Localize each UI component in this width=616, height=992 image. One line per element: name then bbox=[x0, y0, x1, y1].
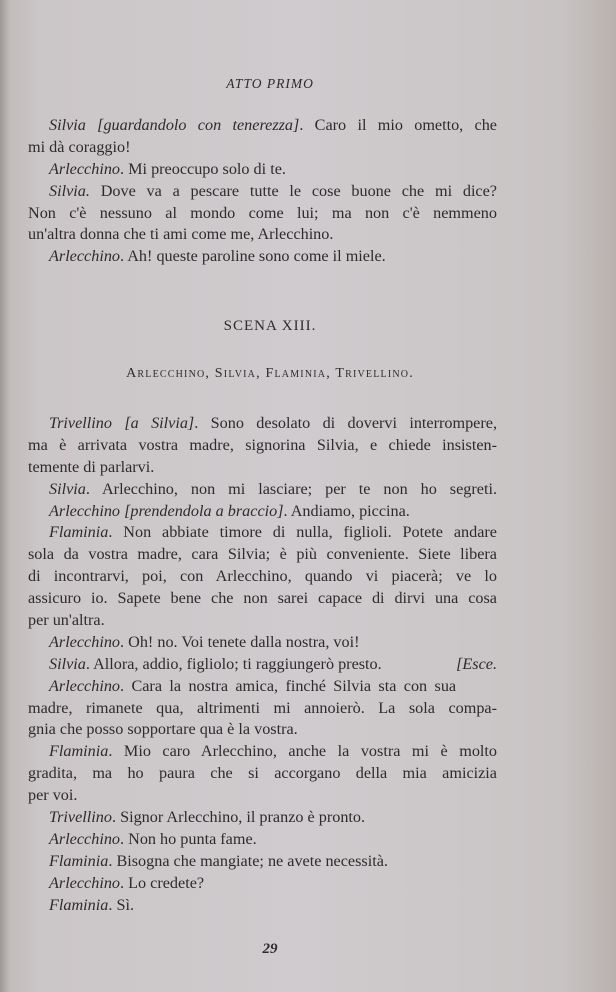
text-line bbox=[28, 457, 497, 479]
dialogue-text: gnia che posso sopportare qua è la vostra. bbox=[28, 720, 298, 739]
speaker-name: Arlecchino bbox=[49, 873, 121, 892]
speaker-name: Trivellino bbox=[49, 808, 112, 827]
text-line bbox=[28, 479, 497, 501]
text-line bbox=[28, 115, 497, 137]
speaker-name: Trivellino [a Silvia] bbox=[49, 414, 195, 432]
text-line bbox=[28, 137, 497, 159]
text-line bbox=[28, 719, 497, 741]
dialogue-text: . Allora, addio, figliolo; ti raggiungerò presto. bbox=[85, 654, 382, 673]
text-line bbox=[28, 224, 497, 246]
text-line bbox=[28, 698, 497, 720]
speaker-name: Arlecchino [prendendola a braccio] bbox=[49, 501, 284, 520]
speaker-name: Arlecchino bbox=[49, 676, 121, 695]
scene-title: SCENA XIII. bbox=[223, 318, 317, 334]
speaker-name: Arlecchino bbox=[49, 829, 121, 848]
text-line bbox=[28, 181, 497, 203]
dialogue-text: . Non abbiate timore di nulla, figlioli. Potete andare bbox=[108, 523, 497, 542]
speaker-name: Silvia [guardandolo con tenerezza] bbox=[49, 116, 300, 134]
dialogue-text: madre, rimanete qua, altrimenti mi annoierò. La sola compa- bbox=[28, 698, 497, 717]
text-line bbox=[28, 610, 497, 632]
text-line bbox=[28, 203, 497, 225]
text-line bbox=[28, 435, 497, 457]
dialogue-text: ma è arrivata vostra madre, signorina Silvia, e chiede insisten- bbox=[28, 435, 497, 454]
dialogue-text: temente di parlarvi. bbox=[28, 457, 155, 476]
speaker-name: Silvia bbox=[49, 479, 86, 498]
dialogue-text: . Signor Arlecchino, il pranzo è pronto. bbox=[111, 808, 366, 827]
text-line bbox=[28, 413, 497, 435]
dialogue-text: . Ah! queste paroline sono come il miele. bbox=[120, 247, 386, 266]
text-line bbox=[28, 873, 497, 895]
dialogue-text: . Oh! no. Voi tenete dalla nostra, voi! bbox=[120, 632, 360, 651]
text-line bbox=[28, 566, 497, 588]
text-line bbox=[28, 741, 497, 763]
dialogue-text: . Mi preoccupo solo di te. bbox=[120, 159, 286, 178]
text-line bbox=[28, 501, 497, 523]
text-line bbox=[28, 829, 497, 851]
running-head: ATTO PRIMO bbox=[226, 76, 314, 91]
dialogue-text: . Cara la nostra amica, finché Silvia sta con sua bbox=[120, 676, 457, 695]
text-line bbox=[28, 785, 497, 807]
dialogue-block-2 bbox=[28, 413, 497, 916]
text-line bbox=[28, 159, 497, 181]
dialogue-text: Non c'è nessuno al mondo come lui; ma non c'è nemmeno bbox=[28, 203, 497, 222]
dialogue-text: . Bisogna che mangiate; ne avete necessità. bbox=[108, 851, 388, 870]
speaker-name: Arlecchino bbox=[49, 159, 121, 178]
speaker-name: Flaminia bbox=[49, 895, 109, 914]
dialogue-text: gradita, ma ho paura che si accorgano della mia amicizia bbox=[28, 764, 497, 783]
dialogue-text: . Non ho punta fame. bbox=[120, 829, 257, 848]
dialogue-text: . Mio caro Arlecchino, anche la vostra mi è molto bbox=[108, 742, 497, 761]
dialogue-text: . Caro il mio ometto, che bbox=[299, 116, 497, 134]
text-line bbox=[28, 676, 497, 698]
dialogue-text: per voi. bbox=[28, 786, 78, 805]
dialogue-text: sola da vostra madre, cara Silvia; è più conveniente. Siete libera bbox=[28, 545, 497, 564]
text-line bbox=[28, 632, 497, 654]
speaker-name: Arlecchino bbox=[49, 632, 121, 651]
page-number: 29 bbox=[262, 941, 278, 957]
scene-characters: Arlecchino, Silvia, Flaminia, Trivellino. bbox=[126, 366, 414, 381]
dialogue-text: un'altra donna che ti ami come me, Arlecchino. bbox=[28, 225, 334, 244]
dialogue-text: . Sì. bbox=[108, 895, 135, 914]
stage-direction: [Esce. bbox=[456, 654, 497, 673]
dialogue-text: assicuro io. Sapete bene che non sarei capace di dirvi una cosa bbox=[28, 589, 497, 608]
dialogue-text: . Andiamo, piccina. bbox=[283, 501, 410, 520]
dialogue-text: mi dà coraggio! bbox=[28, 137, 131, 156]
dialogue-text: . Sono desolato di dovervi interrompere, bbox=[194, 414, 497, 432]
text-line bbox=[28, 544, 497, 566]
text-line bbox=[28, 807, 497, 829]
text-line bbox=[28, 588, 497, 610]
text-line bbox=[28, 895, 497, 917]
speaker-name: Flaminia bbox=[49, 742, 109, 761]
speaker-name: Silvia bbox=[49, 654, 86, 673]
speaker-name: Silvia. bbox=[49, 181, 90, 200]
dialogue-text: per un'altra. bbox=[28, 611, 105, 630]
dialogue-text: . Arlecchino, non mi lasciare; per te non ho segreti. bbox=[85, 479, 497, 498]
dialogue-block-1 bbox=[28, 115, 497, 268]
text-line bbox=[28, 763, 497, 785]
speaker-name: Flaminia bbox=[49, 523, 109, 542]
text-line bbox=[28, 246, 497, 268]
text-line bbox=[28, 522, 497, 544]
speaker-name: Arlecchino bbox=[49, 247, 121, 266]
dialogue-text: . Lo credete? bbox=[120, 873, 205, 892]
dialogue-text: Dove va a pescare tutte le cose buone che mi dice? bbox=[89, 181, 497, 200]
speaker-name: Flaminia bbox=[49, 851, 109, 870]
text-line bbox=[28, 851, 497, 873]
text-line bbox=[28, 654, 497, 676]
dialogue-text: di incontrarvi, poi, con Arlecchino, quando vi piacerà; ve lo bbox=[28, 567, 497, 586]
